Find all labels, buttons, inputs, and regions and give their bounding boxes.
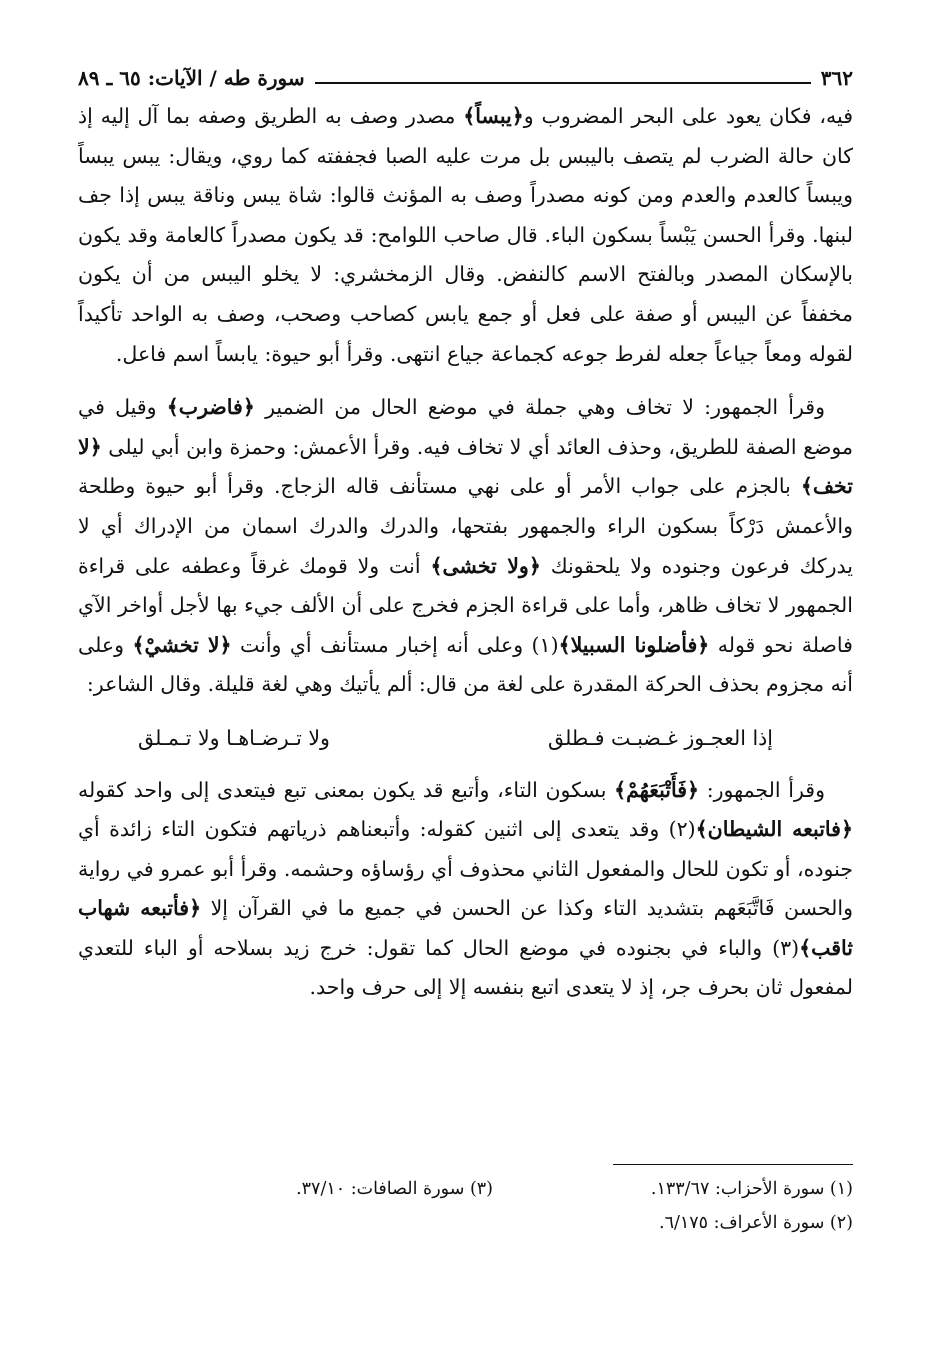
footnote-row-2 (78, 1206, 853, 1240)
poem-hemistich-2: ولا تـرضـاهـا ولا تـمـلق (138, 725, 330, 750)
quran-quote: ﴿لا تخشيْ﴾ (132, 632, 232, 657)
quran-quote: ﴿فأتبعه شهاب ثاقب﴾ (78, 896, 853, 960)
text-run: بسكون التاء، وأتبع قد يكون بمعنى تبع فيتعدى إلى واحد كقوله (78, 777, 615, 802)
quran-quote: ﴿فاتبعه الشيطان﴾ (695, 817, 853, 842)
quran-quote: ﴿فَأَتْبَعَهُمْ﴾ (614, 777, 700, 802)
text-run: مصدر وصف به الطريق وصفه بما آل إليه إذ كان حالة الضرب لم يتصف باليبس بل مرت عليه الصبا فجففته كما روي، ويقال: يبس يبساً ويبساً كالعدم والعدم ومن كونه مصدراً وصف به المؤنث قالوا: شاة يبس وناقة يبس إذا جف لبنها. وقرأ الحسن يَبْساً بسكون الباء. قال صاحب اللوامح: قد يكون مصدراً كالعامة وقد يكون بالإسكان المصدر وبالفتح الاسم كالنفض. وقال الزمخشري: لا يخلو اليبس من أن يكون مخففاً عن اليبس أو صفة على فعل أو جمع يابس كصاحب وصحب، وصف به الواحد تأكيداً لقوله ومعاً جياعاً جعله لفرط جوعه كجماعة جياع انتهى. وقرأ أبو حيوة: يابساً اسم فاعل. (78, 104, 853, 366)
footnotes (78, 1172, 853, 1240)
body-text (78, 97, 853, 1022)
quran-quote: ﴿فاضرب﴾ (166, 395, 255, 420)
header-rule (315, 82, 811, 84)
footnote-rule (613, 1164, 853, 1165)
quran-quote: ﴿يبساً﴾ (463, 104, 524, 128)
text-run: (٢) وقد يتعدى إلى اثنين كقوله: وأتبعناهم ذرياتهم فتكون التاء زائدة أي جنوده، أو تكون للحال والمفعول الثاني محذوف أي رؤساؤه وحشمه. وقرأ أبو عمرو في رواية والحسن فَاتَّبَعَهم بتشديد التاء وكذا عن الحسن في جميع ما في القرآن إلا (78, 817, 854, 921)
running-title: سورة طه / الآيات: ٦٥ ـ ٨٩ (78, 66, 305, 90)
text-run: وقرأ الجمهور: (699, 777, 825, 802)
footnote-2: (٢) سورة الأعراف: ٦/١٧٥. (659, 1213, 853, 1233)
paragraph-3 (78, 771, 853, 1009)
page-header (78, 60, 853, 90)
text-run: أنت ولا قومك غرقاً وعطفه على قراءة الجمهور لا تخاف ظاهر، وأما على قراءة الجزم فخرج على أن الألف جيء بها لأجل أواخر الآي فاصلة نحو قوله (78, 553, 853, 657)
text-run: وقرأ الجمهور: لا تخاف وهي جملة في موضع الحال من الضمير (254, 395, 825, 420)
poem-hemistich-1: إذا العجـوز غـضبـت فـطلق (548, 725, 773, 750)
paragraph-2 (78, 388, 853, 705)
text-run: وقيل في موضع الصفة للطريق، وحذف العائد أي لا تخاف فيه. وقرأ الأعمش: وحمزة وابن أبي ليلى (78, 395, 853, 459)
text-run: فيه، فكان يعود على البحر المضروب و (523, 104, 853, 128)
footnote-3: (٣) سورة الصافات: ٣٧/١٠. (296, 1179, 493, 1199)
quran-quote: ﴿فأضلونا السبيلا﴾ (558, 632, 710, 657)
quran-quote: ﴿ولا تخشى﴾ (430, 553, 541, 578)
page-number: ٣٦٢ (820, 66, 853, 90)
text-run: بالجزم على جواب الأمر أو على نهي مستأنف قاله الزجاج. وقرأ أبو حيوة وطلحة والأعمش دَرْكاً بسكون الراء والجمهور بفتحها، والدرك والدرك اسمان من الإدراك أي لا يدركك فرعون وجنوده ولا يلحقونك (78, 474, 853, 578)
paragraph-1 (78, 97, 853, 374)
text-run: وعلى أنه مجزوم بحذف الحركة المقدرة على لغة من قال: ألم يأتيك وهي لغة قليلة. وقال الشاعر: (78, 632, 853, 697)
quran-quote: ﴿لا تخف﴾ (78, 434, 853, 499)
text-run: (٣) والباء في بجنوده في موضع الحال كما تقول: خرج زيد بسلاحه أو الباء للتعدي لمفعول ثان بحرف جر، إذ لا يتعدى اتبع بنفسه إلا إلى حرف واحد. (78, 935, 853, 1000)
footnote-row-1 (78, 1172, 853, 1206)
poem-verse (78, 719, 853, 759)
footnote-1: (١) سورة الأحزاب: ١٣٣/٦٧. (650, 1179, 853, 1199)
text-run: (١) وعلى أنه إخبار مستأنف أي وأنت (231, 632, 559, 657)
